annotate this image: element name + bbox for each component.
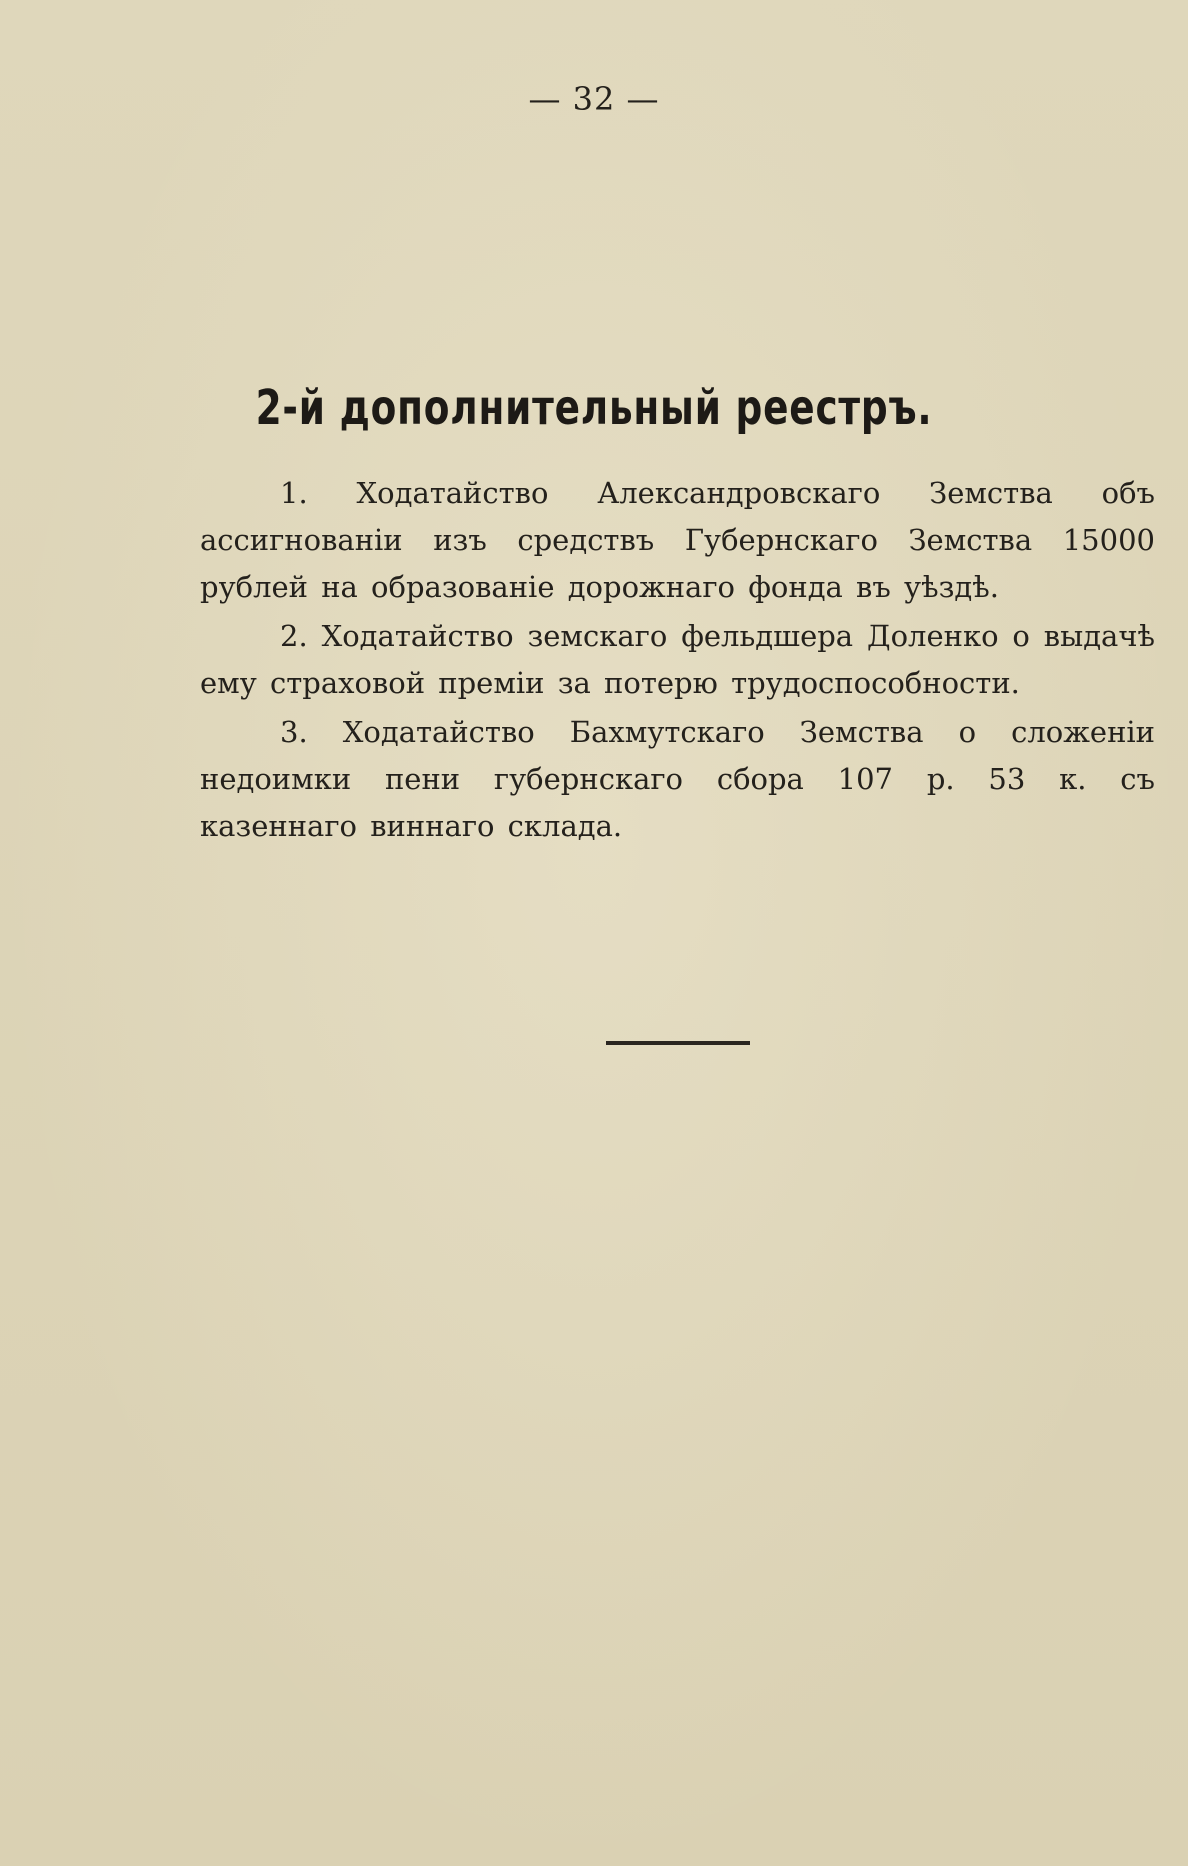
section-heading: 2-й дополнительный реестръ.: [255, 380, 933, 436]
page-number: — 32 —: [528, 80, 660, 118]
section-divider: [606, 1041, 750, 1045]
registry-entries: [200, 470, 1155, 852]
registry-entry-2: 2. Ходатайство земскаго фельдшера Доленко о выдачѣ ему страховой преміи за потерю трудоспособности.: [200, 619, 1155, 700]
registry-entry-1: 1. Ходатайство Александровскаго Земства объ ассигнованіи изъ средствъ Губернскаго Земства 15000 рублей на образованіе дорожнаго фонда въ уѣздѣ.: [200, 476, 1155, 604]
registry-entry-3: 3. Ходатайство Бахмутскаго Земства о сложеніи недоимки пени губернскаго сбора 107 р. 53 к. съ казеннаго виннаго склада.: [200, 715, 1155, 843]
